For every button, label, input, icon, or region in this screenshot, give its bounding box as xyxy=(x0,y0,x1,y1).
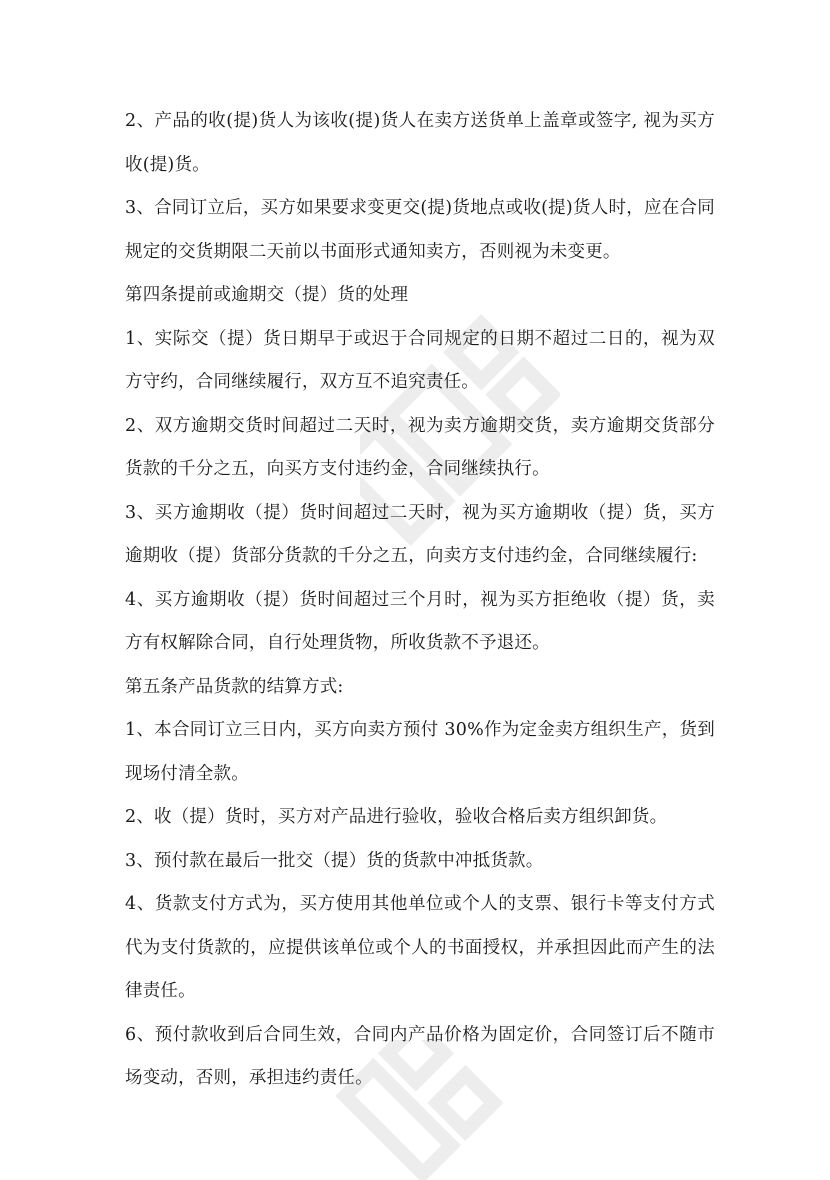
section-heading: 第五条产品货款的结算方式: xyxy=(125,676,344,697)
clause-paragraph: 6、预付款收到后合同生效，合同内产品价格为固定价，合同签订后不随市场变动，否则，承担违约责任。 xyxy=(125,1024,715,1088)
clause-paragraph: 3、买方逾期收（提）货时间超过二天时，视为买方逾期收（提）货，买方逾期收（提）货部分货款的千分之五，向卖方支付违约金，合同继续履行: xyxy=(125,502,715,566)
clause-paragraph: 1、本合同订立三日内，买方向卖方预付 30%作为定金卖方组织生产，货到现场付清全款。 xyxy=(125,720,715,784)
document-body xyxy=(125,100,715,1101)
clause-paragraph: 3、合同订立后，买方如果要求变更交(提)货地点或收(提)货人时，应在合同规定的交货期限二天前以书面形式通知卖方，否则视为未变更。 xyxy=(125,198,715,262)
clause-paragraph: 2、收（提）货时，买方对产品进行验收，验收合格后卖方组织卸货。 xyxy=(125,807,668,827)
clause-paragraph: 1、实际交（提）货日期早于或迟于合同规定的日期不超过二日的，视为双方守约，合同继续履行，双方互不追究责任。 xyxy=(125,328,715,392)
clause-paragraph: 3、预付款在最后一批交（提）货的货款中冲抵货款。 xyxy=(125,850,544,871)
clause-paragraph: 2、产品的收(提)货人为该收(提)货人在卖方送货单上盖章或签字, 视为买方收(提)货。 xyxy=(125,111,715,175)
section-heading: 第四条提前或逾期交（提）货的处理 xyxy=(125,285,409,305)
clause-paragraph: 4、货款支付方式为，买方使用其他单位或个人的支票、银行卡等支付方式代为支付货款的，应提供该单位或个人的书面授权，并承担因此而产生的法律责任。 xyxy=(125,894,715,1001)
clause-paragraph: 2、双方逾期交货时间超过二天时，视为卖方逾期交货，卖方逾期交货部分货款的千分之五，向买方支付违约金，合同继续执行。 xyxy=(125,415,715,479)
clause-paragraph: 4、买方逾期收（提）货时间超过三个月时，视为买方拒绝收（提）货，卖方有权解除合同，自行处理货物，所收货款不予退还。 xyxy=(125,589,715,653)
